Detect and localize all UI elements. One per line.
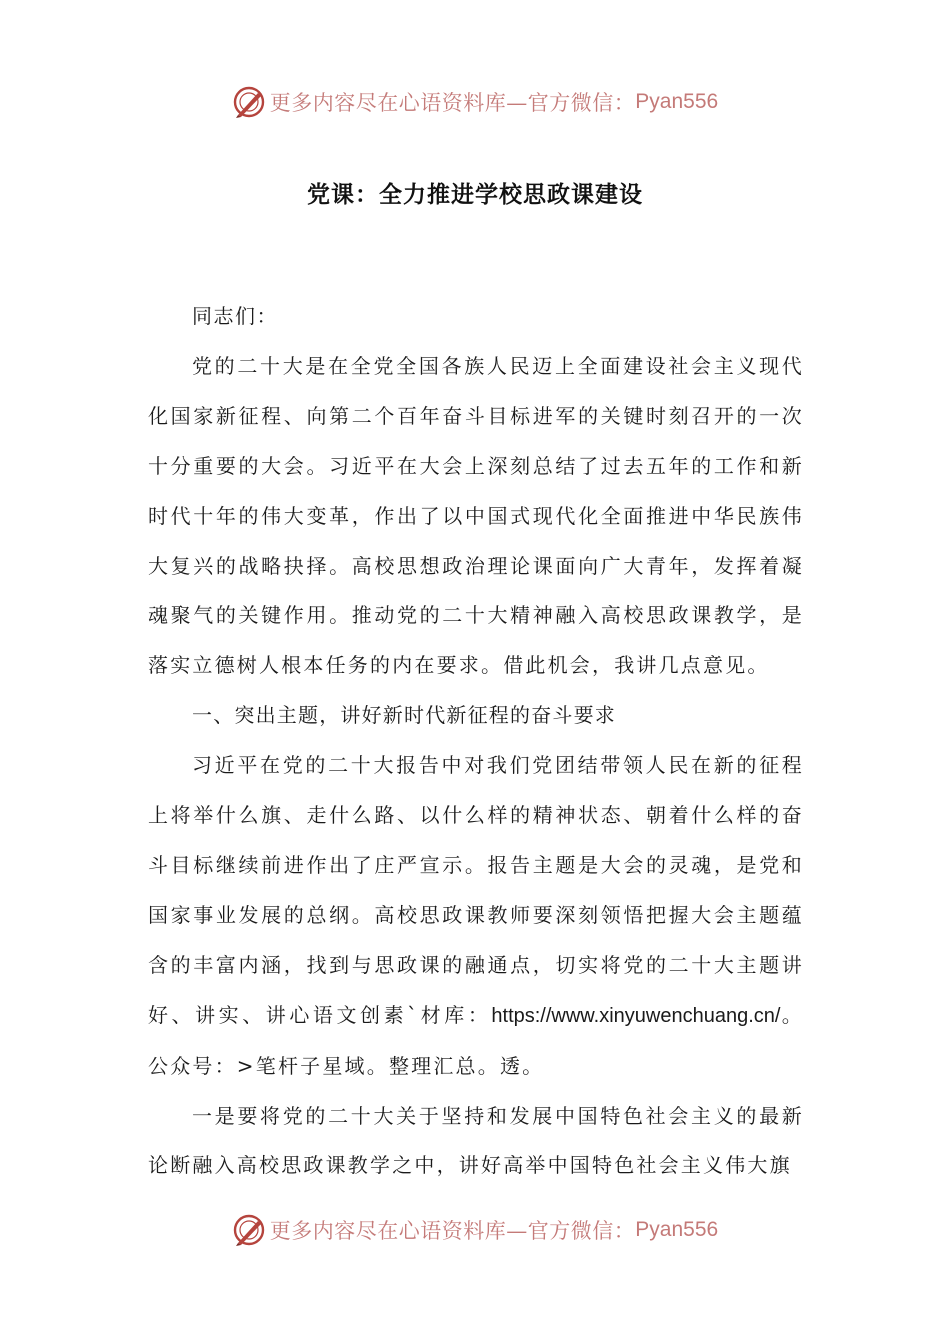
greeting: 同志们：	[192, 304, 278, 328]
paragraph-point-1: 一是要将党的二十大关于坚持和发展中国特色社会主义的最新论断融入高校思政课教学之中，讲好高举中国特色社会主义伟大旗	[148, 1103, 804, 1178]
header-watermark-banner	[0, 82, 950, 122]
document-title: 党课：全力推进学校思政课建设	[307, 182, 643, 208]
section-heading-1: 一、突出主题，讲好新时代新征程的奋斗要求	[192, 703, 616, 728]
banner-wechat-id: Pyan556	[635, 90, 719, 113]
pen-logo-icon	[232, 1213, 266, 1247]
paragraph-theme-text: 习近平在党的二十大报告中对我们党团结带领人民在新的征程上将举什么旗、走什么路、以什么样的精神状态、朝着什么样的奋斗目标继续前进作出了庄严宣示。报告主题是大会的灵魂，是党和国家事业发展的总纲。高校思政课教师要深刻领悟把握大会主题蕴含的丰富内涵，找到与思政课的融通点，切实将党的二十大主题讲好、讲实、讲心语文创素`材库：	[148, 753, 804, 1027]
footer-watermark-banner	[0, 1210, 950, 1250]
paragraph-intro: 党的二十大是在全党全国各族人民迈上全面建设社会主义现代化国家新征程、向第二个百年奋斗目标进军的关键时刻召开的一次十分重要的大会。习近平在大会上深刻总结了过去五年的工作和新时代十年的伟大变革，作出了以中国式现代化全面推进中华民族伟大复兴的战略抉择。高校思想政治理论课面向广大青年，发挥着凝魂聚气的关键作用。推动党的二十大精神融入高校思政课教学，是落实立德树人根本任务的内在要求。借此机会，我讲几点意见。	[148, 353, 804, 678]
paragraph-theme-tail: 。公众号：>笔杆子星域。整理汇总。透。	[148, 1002, 804, 1078]
banner-wechat-id: Pyan556	[635, 1218, 719, 1241]
pen-logo-icon	[232, 85, 266, 119]
banner-text: 更多内容尽在心语资料库—官方微信：	[269, 91, 636, 115]
paragraph-theme	[148, 741, 804, 1091]
document-body	[148, 292, 804, 1191]
banner-text: 更多内容尽在心语资料库—官方微信：	[269, 1219, 636, 1243]
resource-url-link[interactable]: https://www.xinyuwenchuang.cn/	[491, 1004, 781, 1027]
